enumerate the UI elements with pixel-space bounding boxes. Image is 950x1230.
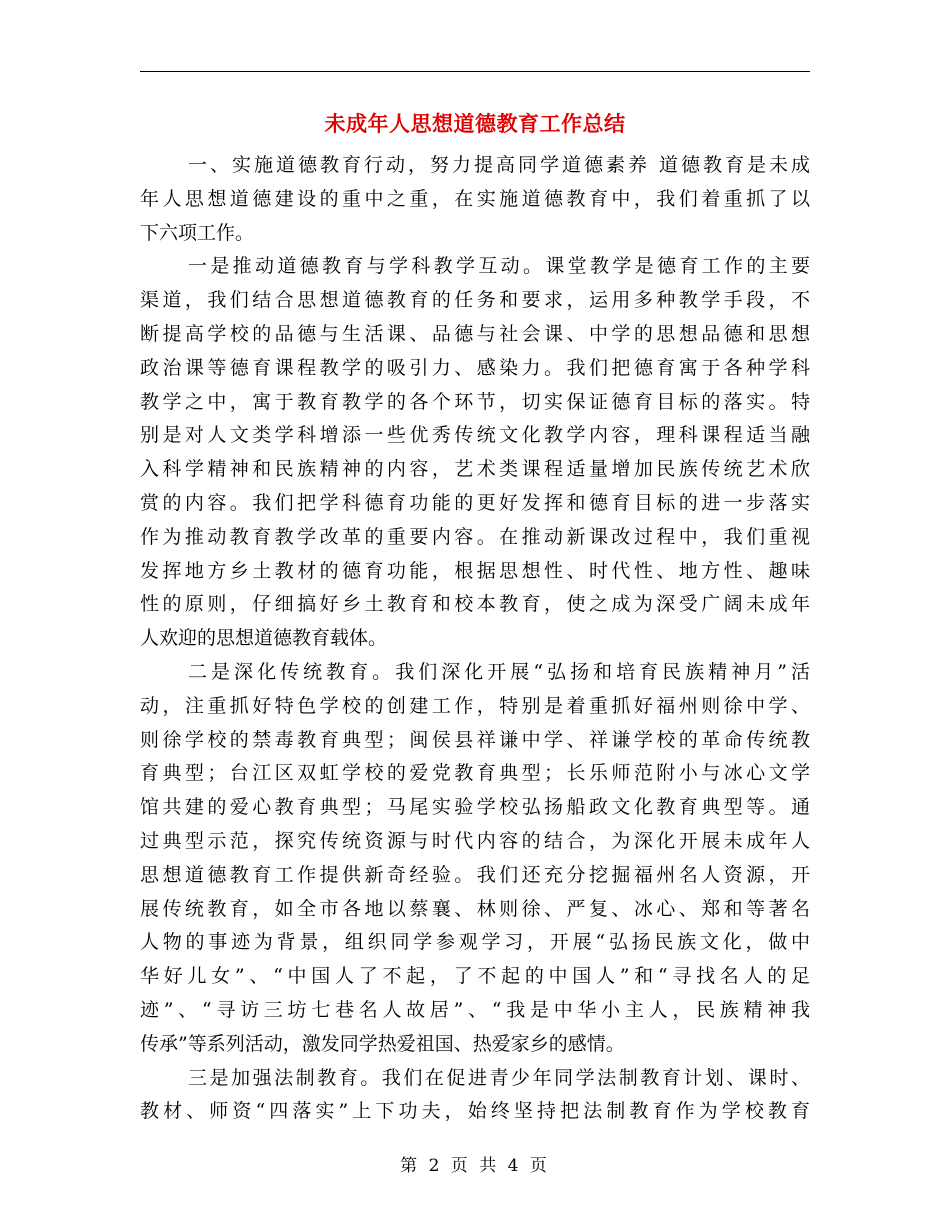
paragraph-line: 渠道，我们结合思想道德教育的任务和要求，运用多种教学手段，不 (140, 289, 810, 312)
paragraph-line: 二是深化传统教育。我们深化开展“弘扬和培育民族精神月”活 (188, 660, 810, 683)
paragraph-line: 教材、师资“四落实”上下功夫，始终坚持把法制教育作为学校教育 (140, 1100, 810, 1123)
paragraph-line: 一、实施道德教育行动，努力提高同学道德素养 道德教育是未成 (188, 154, 810, 176)
paragraph-line: 年人思想道德建设的重中之重，在实施道德教育中，我们着重抓了以 (140, 187, 810, 210)
paragraph-line: 下六项工作。 (140, 221, 255, 244)
paragraph-line: 则徐学校的禁毒教育典型；闽侯县祥谦中学、祥谦学校的革命传统教 (140, 728, 810, 751)
document-title: 未成年人思想道德教育工作总结 (324, 111, 626, 136)
paragraph-line: 政治课等德育课程教学的吸引力、感染力。我们把德育寓于各种学科 (140, 356, 810, 379)
paragraph-line: 入科学精神和民族精神的内容，艺术类课程适量增加民族传统艺术欣 (140, 458, 810, 481)
paragraph-line: 赏的内容。我们把学科德育功能的更好发挥和德育目标的进一步落实 (140, 491, 810, 514)
paragraph-line: 作为推动教育教学改革的重要内容。在推动新课改过程中，我们重视 (140, 525, 810, 548)
paragraph-line: 人物的事迹为背景，组织同学参观学习，开展“弘扬民族文化，做中 (140, 931, 810, 954)
paragraph-line: 别是对人文类学科增添一些优秀传统文化教学内容，理科课程适当融 (140, 424, 810, 447)
paragraph-line: 动，注重抓好特色学校的创建工作，特别是着重抓好福州则徐中学、 (140, 694, 810, 717)
paragraph-line: 一是推动道德教育与学科教学互动。课堂教学是德育工作的主要 (188, 255, 810, 278)
page-number: 第 2 页 共 4 页 (400, 1156, 550, 1176)
paragraph-line: 人欢迎的思想道德教育载体。 (140, 627, 388, 650)
paragraph-line: 性的原则，仔细搞好乡土教育和校本教育，使之成为深受广阔未成年 (140, 593, 810, 616)
document-body (140, 149, 810, 1129)
paragraph-line: 传承”等系列活动，激发同学热爱祖国、热爱家乡的感情。 (140, 1032, 625, 1055)
paragraph-line: 育典型；台江区双虹学校的爱党教育典型；长乐师范附小与冰心文学 (140, 762, 810, 785)
paragraph-line: 思想道德教育工作提供新奇经验。我们还充分挖掘福州名人资源，开 (140, 863, 810, 886)
paragraph-line: 断提高学校的品德与生活课、品德与社会课、中学的思想品德和思想 (140, 322, 810, 345)
paragraph-line: 迹”、“寻访三坊七巷名人故居”、“我是中华小主人，民族精神我 (140, 998, 810, 1021)
paragraph-line: 馆共建的爱心教育典型；马尾实验学校弘扬船政文化教育典型等。通 (140, 796, 810, 819)
paragraph-line: 展传统教育，如全市各地以蔡襄、林则徐、严复、冰心、郑和等著名 (140, 897, 810, 920)
header-rule (140, 71, 810, 72)
paragraph-line: 三是加强法制教育。我们在促进青少年同学法制教育计划、课时、 (188, 1066, 810, 1089)
paragraph-line: 华好儿女”、“中国人了不起，了不起的中国人”和“寻找名人的足 (140, 965, 810, 988)
paragraph-line: 发挥地方乡土教材的德育功能，根据思想性、时代性、地方性、趣味 (140, 559, 810, 582)
paragraph-line: 教学之中，寓于教育教学的各个环节，切实保证德育目标的落实。特 (140, 390, 810, 413)
paragraph-line: 过典型示范，探究传统资源与时代内容的结合，为深化开展未成年人 (140, 829, 810, 852)
